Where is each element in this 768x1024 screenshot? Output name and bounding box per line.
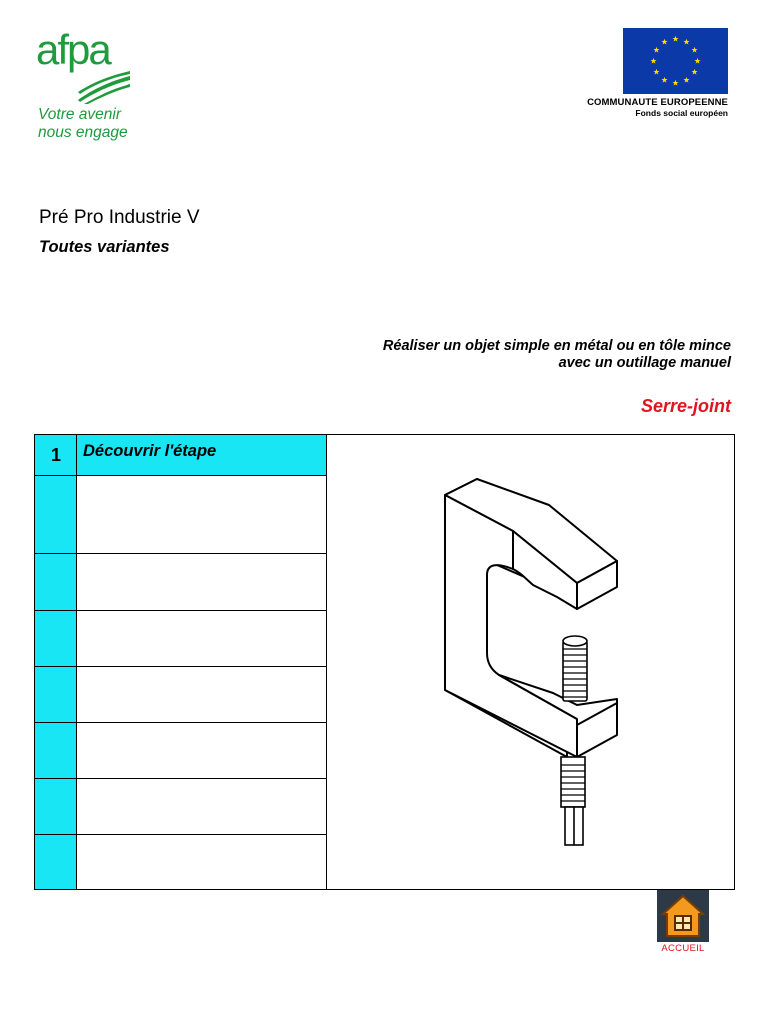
- clamp-illustration: [327, 435, 735, 889]
- home-icon: [657, 890, 709, 942]
- eu-star-icon: [694, 58, 700, 64]
- row-divider: [77, 778, 326, 779]
- eu-star-icon: [661, 39, 667, 45]
- objective-text: [383, 338, 731, 372]
- row-divider: [77, 666, 326, 667]
- eu-star-icon: [683, 77, 689, 83]
- row-divider: [35, 610, 76, 611]
- afpa-tagline-line1: Votre avenir: [38, 106, 121, 123]
- eu-star-icon: [661, 77, 667, 83]
- row-divider: [35, 553, 76, 554]
- step-title: Découvrir l'étape: [83, 442, 217, 460]
- eu-star-icon: [653, 69, 659, 75]
- row-divider: [77, 722, 326, 723]
- document-subtitle: Toutes variantes: [39, 238, 170, 256]
- afpa-tagline: [38, 106, 148, 142]
- home-button-background: [657, 890, 709, 942]
- afpa-logo: [36, 26, 146, 145]
- row-divider: [35, 722, 76, 723]
- eu-caption-line1: COMMUNAUTE EUROPEENNE: [587, 97, 728, 108]
- eu-star-icon: [683, 39, 689, 45]
- project-name: Serre-joint: [640, 396, 731, 416]
- eu-star-icon: [692, 47, 698, 53]
- objective-line2: avec un outillage manuel: [558, 355, 731, 371]
- afpa-tagline-line2: nous engage: [38, 124, 128, 141]
- objective-line1: Réaliser un objet simple en métal ou en tôle mince: [382, 338, 731, 354]
- row-divider: [77, 553, 326, 554]
- eu-star-icon: [672, 80, 678, 86]
- eu-star-icon: [650, 58, 656, 64]
- eu-star-icon: [692, 69, 698, 75]
- row-divider: [35, 778, 76, 779]
- step-table: [34, 434, 735, 890]
- home-button[interactable]: [654, 890, 712, 954]
- step-number: 1: [35, 435, 77, 476]
- row-divider: [77, 610, 326, 611]
- row-divider: [77, 834, 326, 835]
- eu-logo: [588, 28, 730, 120]
- document-title: Pré Pro Industrie V: [39, 207, 200, 228]
- eu-star-icon: [653, 47, 659, 53]
- home-button-label: ACCUEIL: [661, 943, 705, 954]
- row-divider: [35, 834, 76, 835]
- afpa-logo-word: afpa: [36, 26, 110, 73]
- afpa-swoosh-icon: [76, 70, 132, 104]
- eu-caption-line2: Fonds social européen: [635, 108, 728, 118]
- eu-star-icon: [672, 36, 678, 42]
- step-text-column: [77, 435, 327, 889]
- step-header-cell: [77, 435, 326, 476]
- row-divider: [35, 666, 76, 667]
- eu-flag-icon: [623, 28, 728, 94]
- step-number-column: [35, 435, 77, 889]
